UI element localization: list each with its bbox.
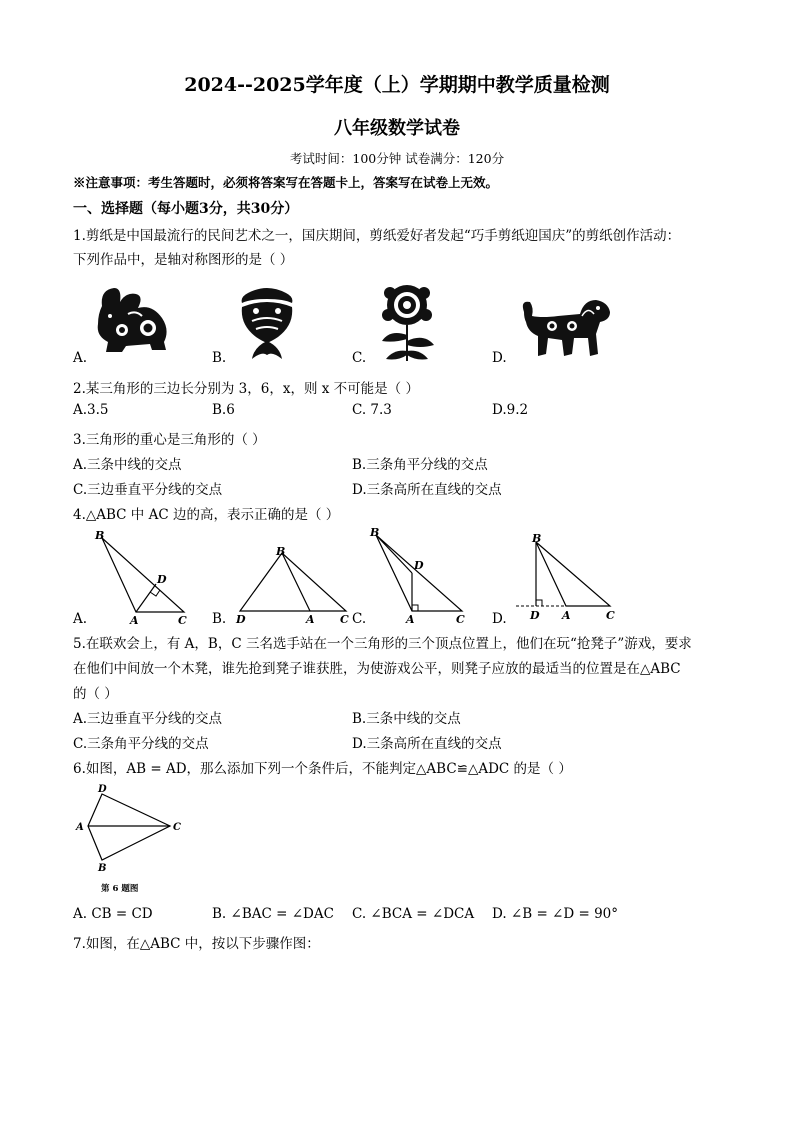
q3-option-d: D.三条高所在直线的交点 (352, 482, 502, 498)
q6-label-d: D (98, 784, 107, 795)
q4-figure-d (512, 532, 622, 626)
q5-option-c: C.三条角平分线的交点 (73, 736, 209, 752)
q4a-label-b: B (95, 529, 105, 542)
fish-papercut-image (234, 285, 300, 360)
q4-option-d-label: D. (492, 611, 507, 627)
q3-option-b: B.三条角平分线的交点 (352, 457, 488, 473)
q5-stem-line2: 在他们中间放一个木凳，谁先抢到凳子谁获胜，为使游戏公平，则凳子应放的最适当的位置是在△ABC (73, 661, 681, 677)
q4-stem: 4.△ABC 中 AC 边的高，表示正确的是（ ） (73, 507, 340, 523)
q4c-label-c: C (456, 613, 465, 626)
q6-figure-caption: 第 6 题图 (101, 884, 139, 894)
dog-papercut-image (518, 294, 613, 360)
q2-stem: 2.某三角形的三边长分别为 3，6，x，则 x 不可能是（ ） (73, 381, 419, 397)
q4-option-a-label: A. (73, 611, 88, 627)
q6-stem: 6.如图，AB = AD，那么添加下列一个条件后，不能判定△ABC≌△ADC 的是（ ） (73, 761, 572, 777)
q1-option-c-label: C. (352, 350, 367, 366)
q4-figure-c (366, 525, 470, 625)
q6-option-c: C. ∠BCA = ∠DCA (352, 906, 475, 922)
q4-option-c-label: C. (352, 611, 367, 627)
q4b-label-d: D (236, 613, 246, 626)
q5-option-a: A.三边垂直平分线的交点 (73, 711, 223, 727)
q4a-label-a: A (130, 614, 139, 627)
q4c-label-a: A (406, 613, 415, 626)
q4c-label-b: B (370, 526, 380, 539)
q2-option-c: C. 7.3 (352, 402, 392, 418)
q6-option-d: D. ∠B = ∠D = 90° (492, 906, 619, 922)
q4d-label-d: D (530, 609, 540, 622)
section-heading: 一、选择题（每小题3分，共30分） (73, 201, 299, 217)
q4-option-b-label: B. (212, 611, 227, 627)
q2-option-d: D.9.2 (492, 402, 529, 418)
q4d-label-c: C (606, 609, 615, 622)
q3-stem: 3.三角形的重心是三角形的（ ） (73, 432, 266, 448)
exam-title: 2024--2025学年度（上）学期期中教学质量检测 (184, 74, 610, 96)
q4d-label-a: A (562, 609, 571, 622)
q4b-label-b: B (276, 545, 286, 558)
q4-figure-b (232, 545, 356, 625)
q4b-label-a: A (306, 613, 315, 626)
exam-info: 考试时间：100分钟 试卷满分：120分 (289, 151, 505, 166)
q5-stem-line3: 的（ ） (73, 686, 118, 702)
q1-stem-line1: 1.剪纸是中国最流行的民间艺术之一，国庆期间，剪纸爱好者发起“巧手剪纸迎国庆”的剪纸创作活动： (73, 228, 681, 244)
q4d-label-b: B (532, 532, 542, 545)
q4b-label-c: C (340, 613, 349, 626)
peony-papercut-image (376, 279, 438, 363)
q3-option-c: C.三边垂直平分线的交点 (73, 482, 223, 498)
q4c-label-d: D (414, 559, 424, 572)
q4a-label-c: C (178, 614, 187, 627)
q5-option-b: B.三条中线的交点 (352, 711, 461, 727)
q1-option-d-label: D. (492, 350, 507, 366)
notice: ※注意事项：考生答题时，必须将答案写在答题卡上，答案写在试卷上无效。 (73, 175, 499, 190)
q6-label-a: A (76, 822, 84, 833)
rabbit-papercut-image (92, 284, 172, 356)
q6-option-a: A. CB = CD (73, 906, 153, 922)
q2-option-b: B.6 (212, 402, 235, 418)
q5-stem-line1: 5.在联欢会上，有 A，B，C 三名选手站在一个三角形的三个顶点位置上，他们在玩“抢凳子”游戏，要求 (73, 636, 692, 652)
q3-option-a: A.三条中线的交点 (73, 457, 182, 473)
q6-label-b: B (98, 863, 107, 874)
q4a-label-d: D (157, 573, 167, 586)
q1-stem-line2: 下列作品中，是轴对称图形的是（ ） (73, 252, 294, 268)
q6-option-b: B. ∠BAC = ∠DAC (212, 906, 334, 922)
q1-option-a-label: A. (73, 350, 88, 366)
q5-option-d: D.三条高所在直线的交点 (352, 736, 502, 752)
q2-option-a: A.3.5 (73, 402, 109, 418)
q4-figure-a (92, 528, 192, 627)
q6-figure (74, 780, 194, 876)
q6-label-c: C (173, 822, 181, 833)
q7-stem: 7.如图，在△ABC 中，按以下步骤作图： (73, 936, 320, 952)
exam-subtitle: 八年级数学试卷 (334, 118, 460, 139)
q1-option-b-label: B. (212, 350, 227, 366)
